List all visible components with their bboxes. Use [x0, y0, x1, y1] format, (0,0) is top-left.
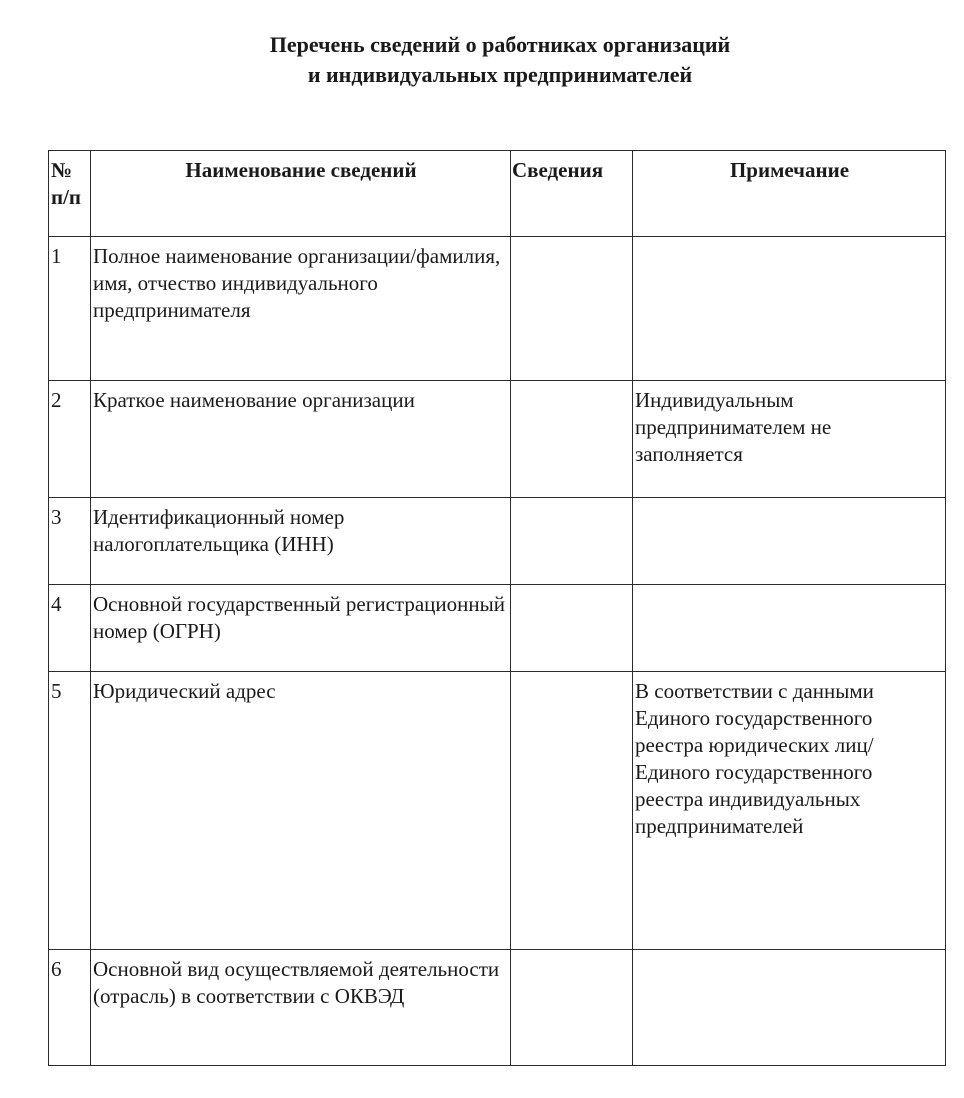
row-number: 3	[49, 498, 91, 585]
table-row	[49, 381, 946, 498]
row-data-cell[interactable]	[511, 498, 633, 585]
row-number: 1	[49, 237, 91, 381]
table-row	[49, 237, 946, 381]
table-row	[49, 950, 946, 1066]
document-title	[0, 30, 964, 90]
row-data-cell[interactable]	[511, 950, 633, 1066]
table-row	[49, 585, 946, 672]
header-data: Сведения	[511, 151, 633, 237]
row-note: В соответствии с данными Единого государственного реестра юридических лиц/Единого государственного реестра индивидуальных предпринимателей	[633, 672, 946, 950]
row-note	[633, 950, 946, 1066]
row-name: Краткое наименование организации	[91, 381, 511, 498]
row-number: 6	[49, 950, 91, 1066]
row-note	[633, 585, 946, 672]
header-number	[49, 151, 91, 237]
row-number: 4	[49, 585, 91, 672]
document-title-line-2: и индивидуальных предпринимателей	[307, 62, 693, 87]
row-number: 5	[49, 672, 91, 950]
row-note: Индивидуальным предпринимателем не заполняется	[633, 381, 946, 498]
row-note	[633, 237, 946, 381]
row-name: Основной вид осуществляемой деятельности (отрасль) в соответствии с ОКВЭД	[91, 950, 511, 1066]
row-data-cell[interactable]	[511, 381, 633, 498]
header-note: Примечание	[633, 151, 946, 237]
information-table	[48, 150, 946, 1066]
header-number-line-1: №	[51, 158, 73, 182]
row-data-cell[interactable]	[511, 672, 633, 950]
header-name: Наименование сведений	[91, 151, 511, 237]
table-row	[49, 498, 946, 585]
row-name: Идентификационный номер налогоплательщика (ИНН)	[91, 498, 511, 585]
table-header-row	[49, 151, 946, 237]
row-number: 2	[49, 381, 91, 498]
row-note	[633, 498, 946, 585]
row-name: Основной государственный регистрационный номер (ОГРН)	[91, 585, 511, 672]
row-data-cell[interactable]	[511, 237, 633, 381]
row-name: Юридический адрес	[91, 672, 511, 950]
row-data-cell[interactable]	[511, 585, 633, 672]
table-row	[49, 672, 946, 950]
row-name: Полное наименование организации/фамилия, имя, отчество индивидуального предпринимателя	[91, 237, 511, 381]
header-number-line-2: п/п	[51, 185, 82, 209]
document-title-line-1: Перечень сведений о работниках организаций	[269, 32, 731, 57]
